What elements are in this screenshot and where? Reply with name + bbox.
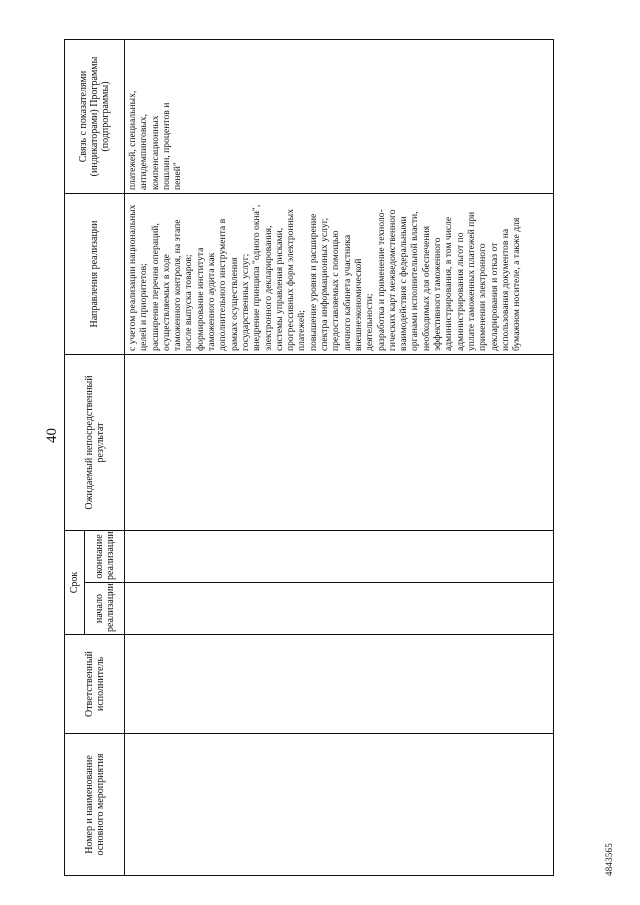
header-indicators-link: Связь с показателями (индикаторами) Программы (подпрограммы)	[65, 40, 125, 194]
document-code: 4843565	[604, 843, 614, 876]
cell-expected-result	[125, 355, 554, 531]
page-number: 40	[44, 428, 60, 443]
cell-term-end	[125, 531, 554, 583]
header-term-end: окончание реализации	[85, 531, 125, 583]
cell-term-start	[125, 583, 554, 635]
header-responsible: Ответственный исполнитель	[65, 635, 125, 734]
table-row	[125, 40, 554, 876]
cell-number-name	[125, 734, 554, 876]
header-number-name: Номер и наименование основного мероприятия	[65, 734, 125, 876]
header-term-start: начало реализации	[85, 583, 125, 635]
header-directions: Направления реализации	[65, 194, 125, 355]
program-measures-table	[64, 39, 554, 876]
rotated-table-container	[64, 40, 554, 876]
cell-responsible	[125, 635, 554, 734]
cell-indicators-link: платежей, специальных, антидемпинговых, компенсационных пошлин, процентов и пеней"	[125, 40, 554, 194]
header-term: Срок	[65, 531, 85, 635]
header-expected-result: Ожидаемый непосредственный результат	[65, 355, 125, 531]
header-row-1	[65, 40, 85, 876]
cell-directions: с учетом реализации национальных целей и приоритетов; расширение перечня операций, осуществляемых в ходе таможенного контроля, на этапе после выпуска товаров; формирование института таможенного аудита как дополнительного инструмента в рамках осуществления государственных услуг; внедрение принципа "одного окна", электронного декларирования, системы управления рисками, прогрессивных форм электронных платежей; повышение уровня и расширение спектра информационных услуг, предоставляемых с помощью личного кабинета участника внешнеэкономической деятельности; разработка и применение техноло- гических карт межведомственного взаимодействия с федеральными органами исполнительной власти, необходимых для обеспечения эффективного таможенного администрирования, в том числе администрирования льгот по уплате таможенных платежей при применении электронного декларирования и отказ от использования документов на бумажном носителе, а также для	[125, 194, 554, 355]
